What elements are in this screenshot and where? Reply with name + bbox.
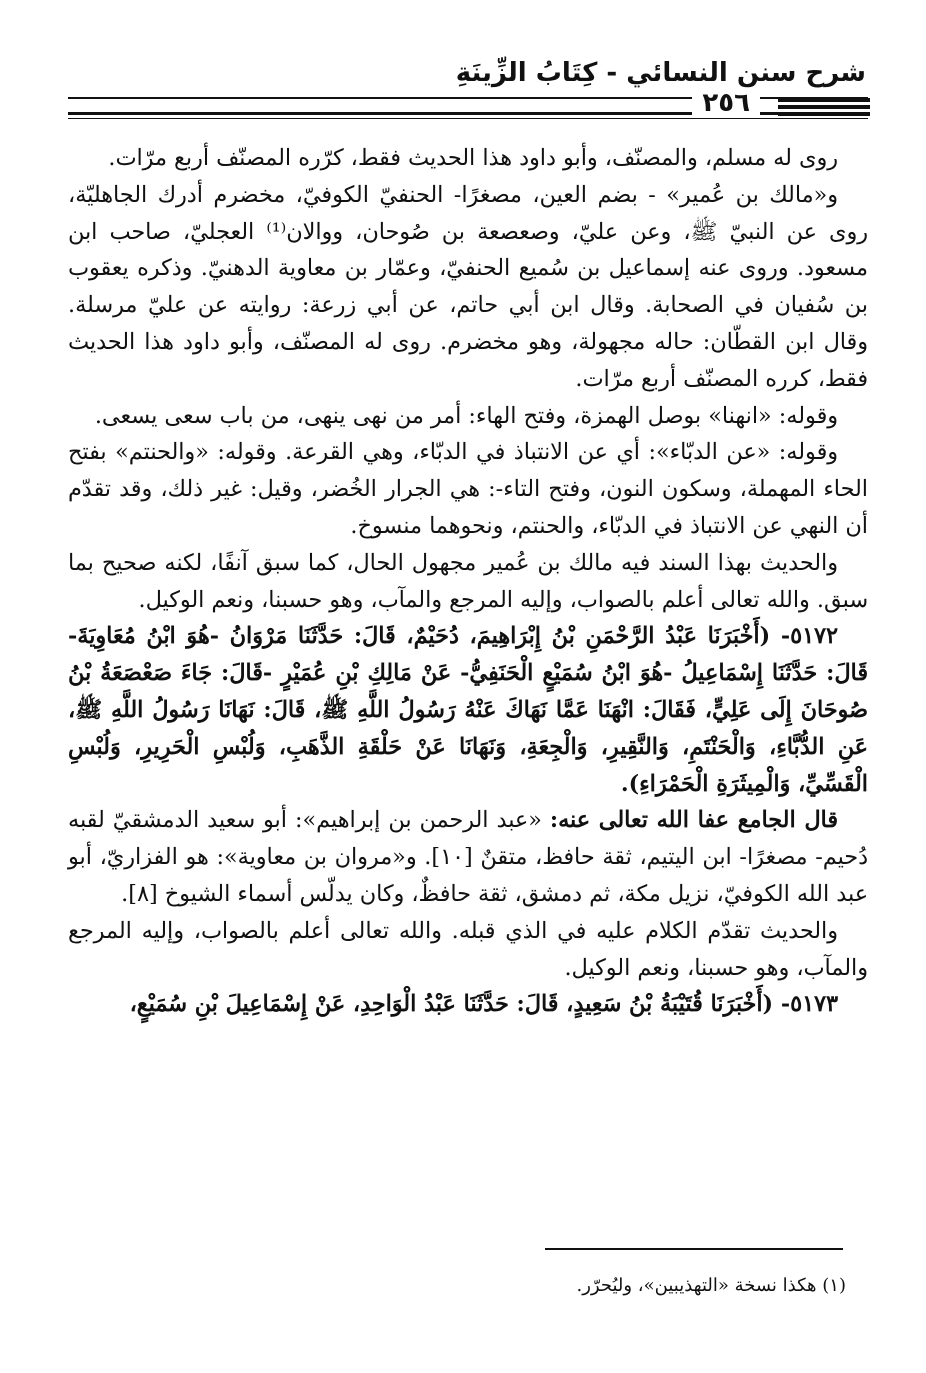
- paragraph: والحديث بهذا السند فيه مالك بن عُمير مجهول الحال، كما سبق آنفًا، لكنه صحيح بما سبق. والله تعالى أعلم بالصواب، وإليه المرجع والمآب، وهو حسبنا، ونعم الوكيل.: [68, 549, 868, 613]
- header-rule-inner: [68, 118, 868, 119]
- commentary-lead: قال الجامع عفا الله تعالى عنه:: [549, 807, 838, 834]
- footnote: (١) هكذا نسخة «التهذيبين»، وليُحرّر.: [576, 1275, 846, 1296]
- paragraph: وقوله: «انهنا» بوصل الهمزة، وفتح الهاء: أمر من نهى ينهى، من باب سعى يسعى.: [94, 402, 838, 429]
- paragraph: وقوله: «عن الدبّاء»: أي عن الانتباذ في الدبّاء، وهي القرعة. وقوله: «والحنتم» بفتح الحاء المهملة، وسكون النون، وفتح التاء-: هي الجرار الخُضر، وقيل: غير ذلك، وقد تقدّم أن النهي عن الانتباذ في الدبّاء، والحنتم، ونحوهما منسوخ.: [68, 439, 868, 539]
- commentary-paragraph: [68, 802, 868, 912]
- paragraph: و«مالك بن عُمير» - بضم العين، مصغرًا- الحنفيّ الكوفيّ، مخضرم أدرك الجاهليّة، روى عن النبيّ ﷺ، وعن عليّ، وصعصعة بن صُوحان، ووالان⁽¹⁾ العجليّ، صاحب ابن مسعود. وروى عنه إسماعيل بن سُميع الحنفيّ، وعمّار بن معاوية الدهنيّ. وذكره يعقوب بن سُفيان في الصحابة. وقال ابن أبي حاتم، عن أبي زرعة: روايته عن عليّ مرسلة. وقال ابن القطّان: حاله مجهولة، وهو مخضرم. روى له المصنّف، وأبو داود هذا الحديث فقط، كرره المصنّف أربع مرّات.: [68, 181, 868, 392]
- footnote-rule: [545, 1248, 843, 1250]
- hadith-5173: ٥١٧٣- (أَخْبَرَنَا قُتَيْبَةُ بْنُ سَعِيدٍ، قَالَ: حَدَّثَنَا عَبْدُ الْوَاحِدِ، عَنْ إِسْمَاعِيلَ بْنِ سُمَيْعٍ،: [129, 991, 838, 1018]
- paragraph: روى له مسلم، والمصنّف، وأبو داود هذا الحديث فقط، كرّره المصنّف أربع مرّات.: [108, 145, 838, 171]
- running-title: شرح سنن النسائي - كِتَابُ الزِّينَةِ: [455, 58, 866, 88]
- header-ornament-bars: [778, 98, 870, 120]
- closing-paragraph: والحديث تقدّم الكلام عليه في الذي قبله. والله تعالى أعلم بالصواب، وإليه المرجع والمآب، وهو حسبنا، ونعم الوكيل.: [68, 917, 868, 981]
- page-number: ٢٥٦: [692, 88, 760, 118]
- main-text: [68, 140, 868, 1023]
- hadith-5172: ٥١٧٢- (أَخْبَرَنَا عَبْدُ الرَّحْمَنِ بْنُ إِبْرَاهِيمَ، دُحَيْمٌ، قَالَ: حَدَّثَنَا مَرْوَانُ -هُوَ ابْنُ مُعَاوِيَةَ- قَالَ: حَدَّثَنَا إِسْمَاعِيلُ -هُوَ ابْنُ سُمَيْعٍ الْحَنَفِيُّ- عَنْ مَالِكِ بْنِ عُمَيْرٍ -قَالَ: جَاءَ صَعْصَعَةُ بْنُ صُوحَانَ إِلَى عَلِيٍّ، فَقَالَ: انْهَنَا عَمَّا نَهَاكَ عَنْهُ رَسُولُ اللَّهِ ﷺ، قَالَ: نَهَانَا رَسُولُ اللَّهِ ﷺ، عَنِ الدُّبَّاءِ، وَالْحَنْتَمِ، وَالنَّقِيرِ، وَالْجِعَةِ، وَنَهَانَا عَنْ حَلْقَةِ الذَّهَبِ، وَلُبْسِ الْحَرِيرِ، وَلُبْسِ الْقَسِّيِّ، وَالْمِيثَرَةِ الْحَمْرَاءِ).: [68, 623, 868, 797]
- commentary-text: «عبد الرحمن بن إبراهيم»: أبو سعيد الدمشقيّ لقبه دُحيم- مصغرًا- ابن اليتيم، ثقة حافظ، متقنٌ [١٠]. و«مروان بن معاوية»: هو الفزاريّ، أبو عبد الله الكوفيّ، نزيل مكة، ثم دمشق، ثقة حافظٌ، وكان يدلّس أسماء الشيوخ [٨].: [68, 807, 869, 907]
